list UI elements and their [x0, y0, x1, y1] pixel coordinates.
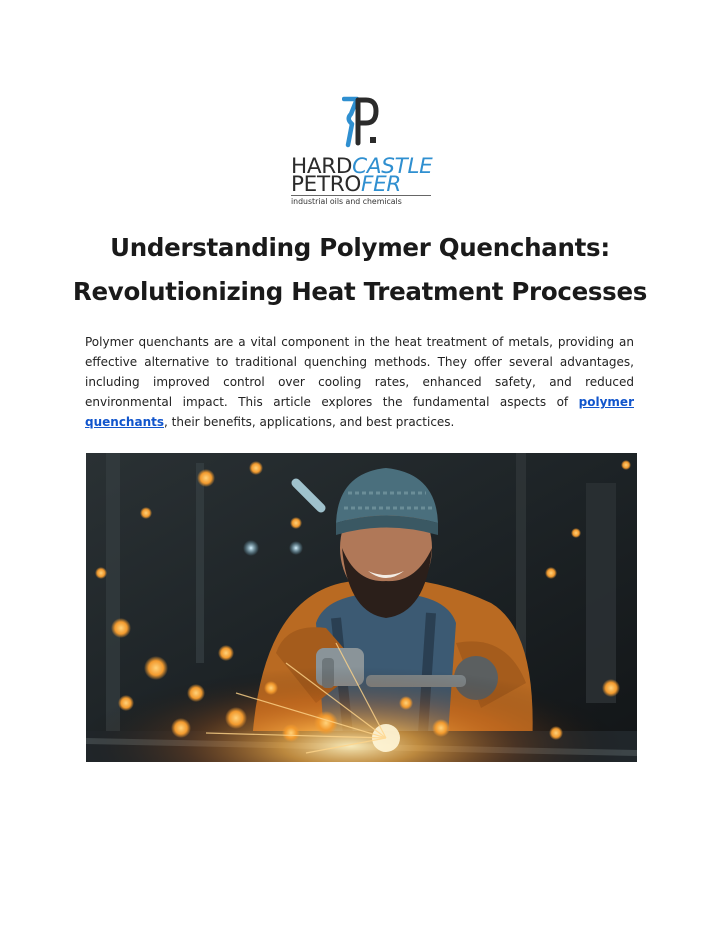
hero-image-welder: [86, 453, 637, 762]
logo-tagline: industrial oils and chemicals: [291, 195, 431, 206]
welder-illustration: [86, 453, 637, 762]
polymer-quenchants-link[interactable]: polymer quenchants: [85, 395, 634, 429]
article-title: [60, 226, 660, 314]
logo-wordmark-line2: [291, 174, 401, 195]
logo-word-petro: PETRO: [291, 172, 362, 197]
title-line-1: Understanding Polymer Quenchants:: [110, 233, 610, 262]
intro-text-before-link: Polymer quenchants are a vital component in the heat treatment of metals, providing an effective alternative to traditional quenching methods. They offer several advantages, including improved control over cooling rates, enhanced safety, and reduced environmental impact. This article explores the fundamental aspects of: [85, 335, 634, 409]
company-logo: [288, 96, 434, 208]
intro-text-after-link: , their benefits, applications, and best practices.: [164, 415, 455, 429]
logo-word-castle: CASTLE: [352, 154, 433, 179]
hardcastle-logo-icon: [342, 96, 380, 148]
logo-word-hard: HARD: [291, 154, 353, 179]
logo-word-fer: FER: [361, 172, 402, 197]
intro-paragraph: [85, 332, 634, 432]
title-line-2: Revolutionizing Heat Treatment Processes: [72, 277, 648, 306]
